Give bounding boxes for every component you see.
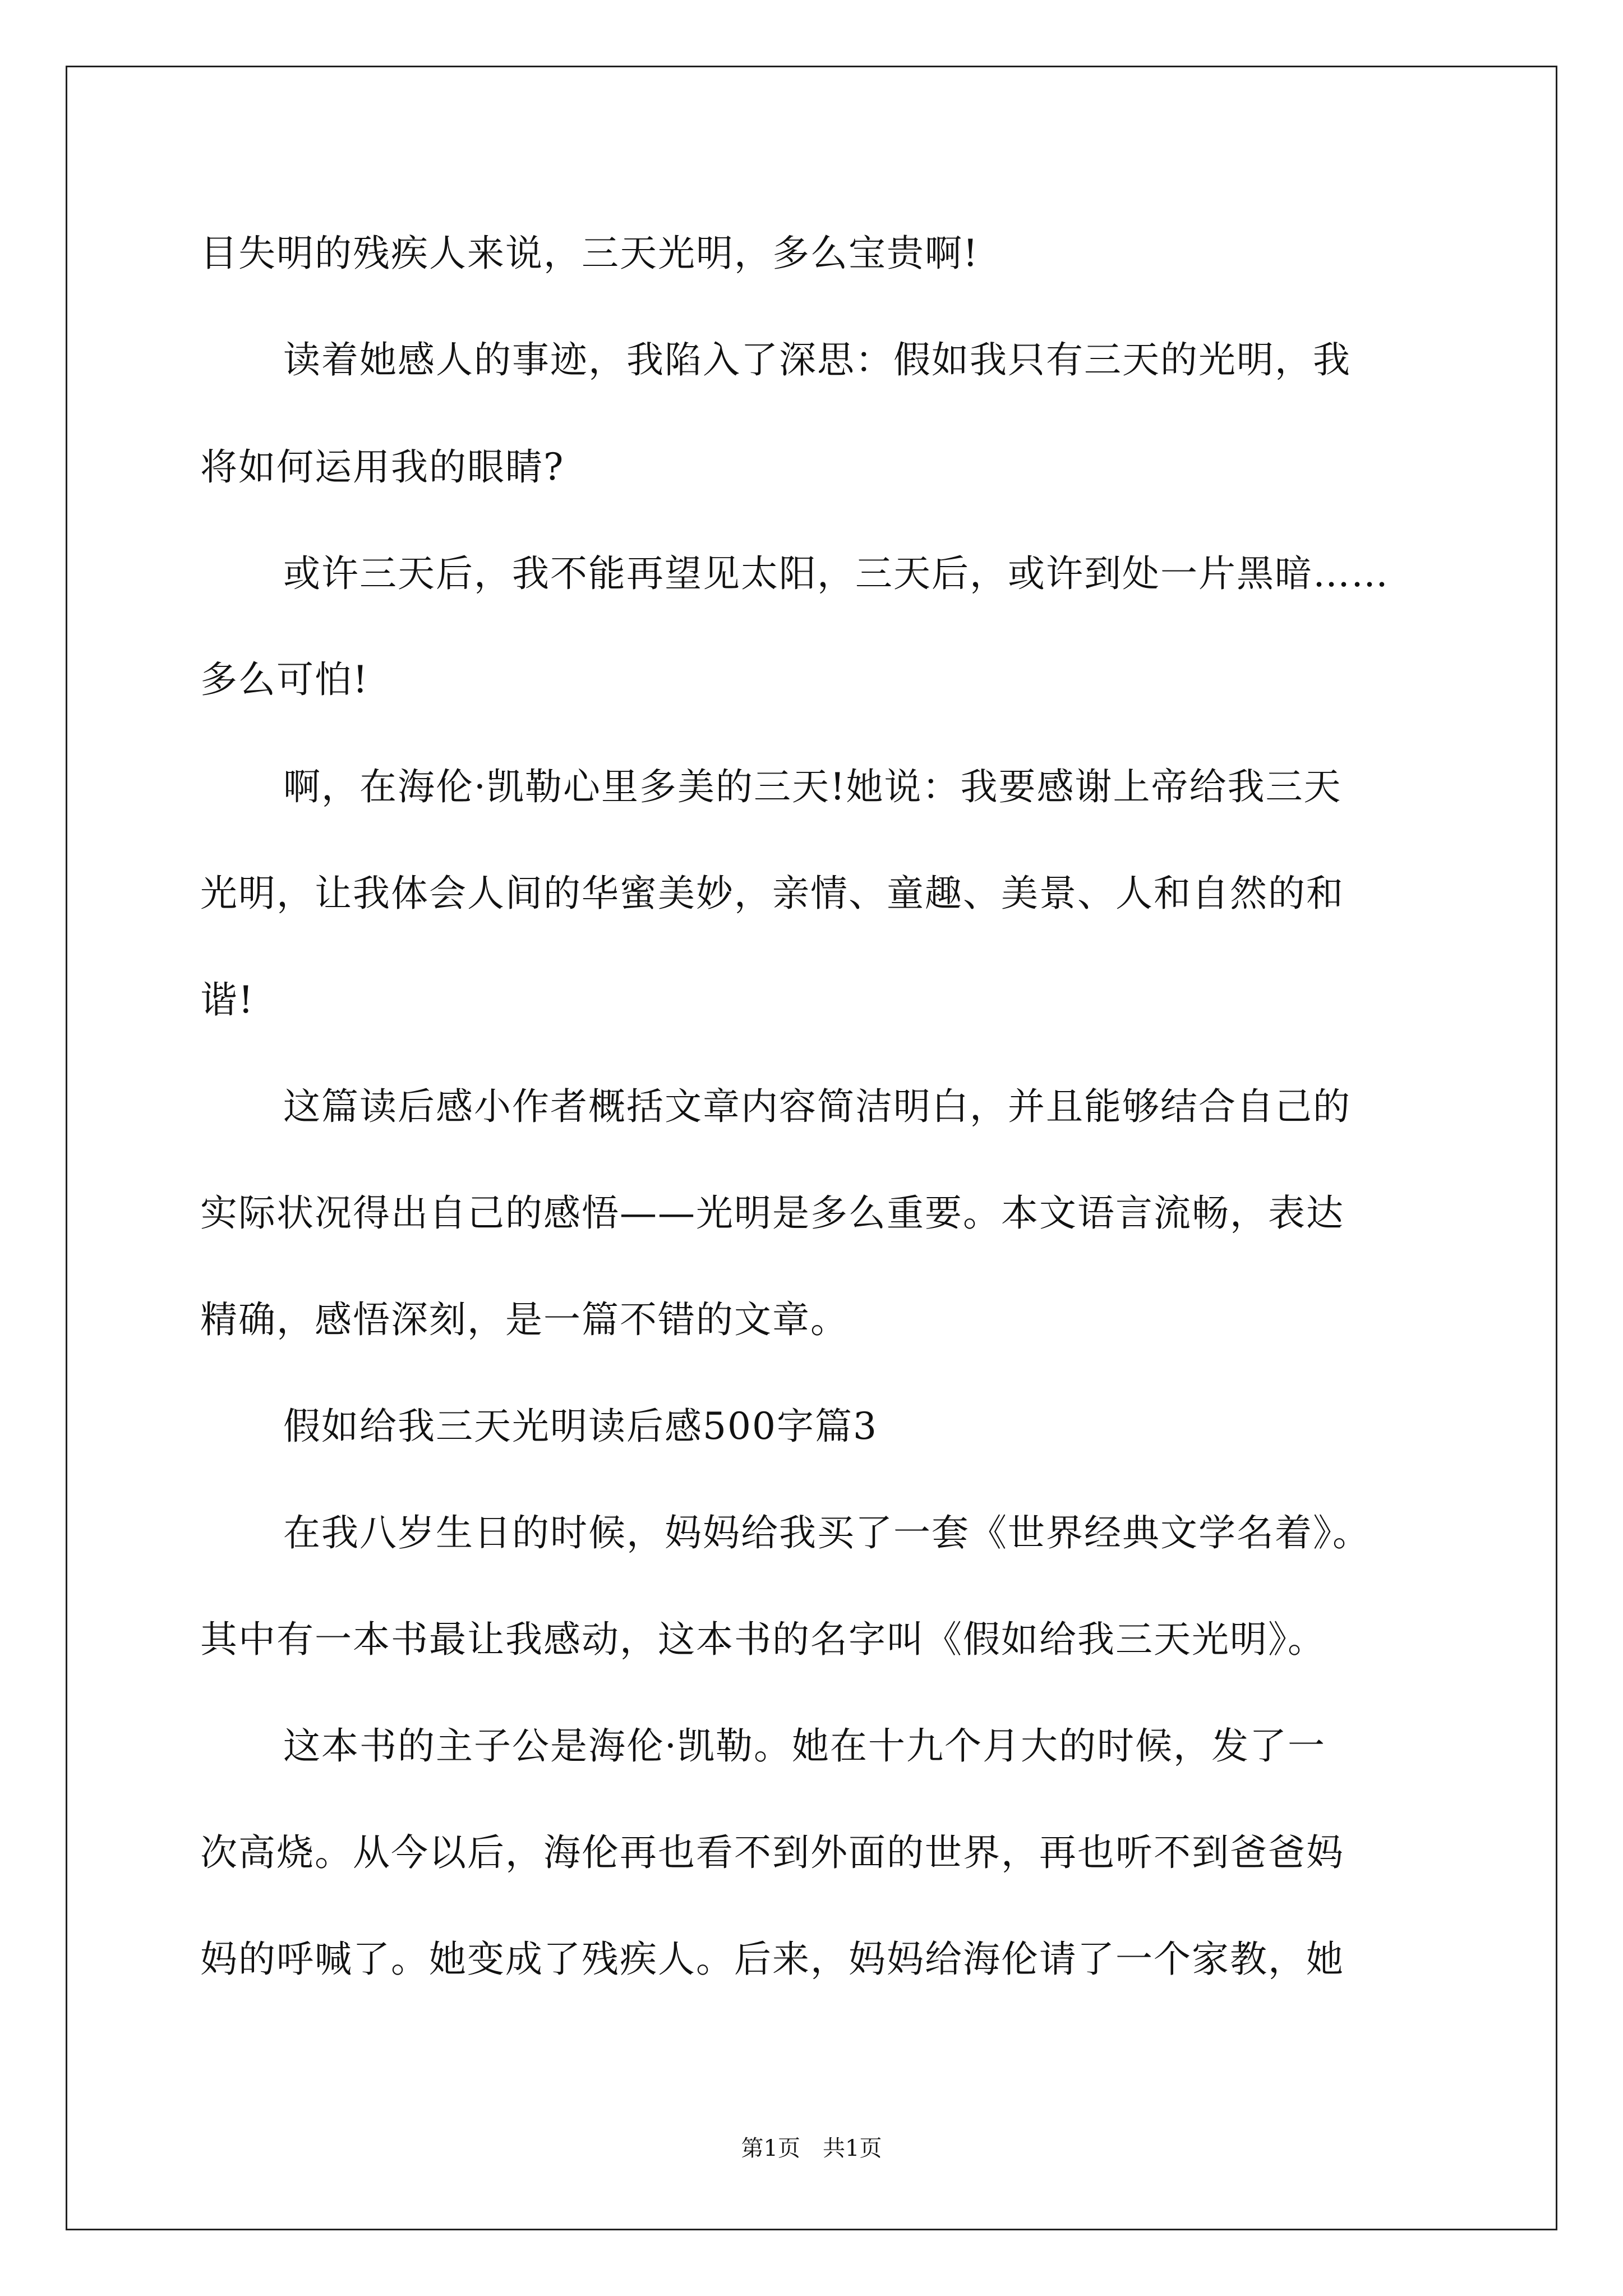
page-border <box>66 66 1557 2230</box>
text-line: 妈的呼喊了。她变成了残疾人。后来，妈妈给海伦请了一个家教，她 <box>200 1938 1344 1981</box>
paragraph-start: 或许三天后，我不能再望见太阳，三天后，或许到处一片黑暗…… <box>283 552 1389 595</box>
text-line: 谐! <box>200 978 255 1022</box>
text-line: 其中有一本书最让我感动，这本书的名字叫《假如给我三天光明》。 <box>200 1618 1326 1661</box>
text-line: 将如何运用我的眼睛? <box>200 445 565 489</box>
text-line: 次高烧。从今以后，海伦再也看不到外面的世界，再也听不到爸爸妈 <box>200 1831 1344 1874</box>
text-line: 光明，让我体会人间的华蜜美妙，亲情、童趣、美景、人和自然的和 <box>200 872 1344 915</box>
section-heading: 假如给我三天光明读后感500字篇3 <box>283 1405 878 1448</box>
text-line: 精确，感悟深刻，是一篇不错的文章。 <box>200 1298 849 1341</box>
paragraph-start: 在我八岁生日的时候，妈妈给我买了一套《世界经典文学名着》。 <box>283 1511 1371 1554</box>
text-line: 实际状况得出自己的感悟——光明是多么重要。本文语言流畅，表达 <box>200 1191 1344 1235</box>
paragraph-start: 读着她感人的事迹，我陷入了深思：假如我只有三天的光明，我 <box>283 338 1351 381</box>
paragraph-start: 啊，在海伦·凯勒心里多美的三天!她说：我要感谢上帝给我三天 <box>283 765 1342 808</box>
page-number-footer: 第1页 共1页 <box>741 2136 882 2161</box>
text-line: 目失明的残疾人来说，三天光明，多么宝贵啊! <box>200 232 979 275</box>
text-line: 多么可怕! <box>200 658 369 701</box>
paragraph-start: 这篇读后感小作者概括文章内容简洁明白，并且能够结合自己的 <box>283 1085 1351 1128</box>
paragraph-start: 这本书的主子公是海伦·凯勒。她在十九个月大的时候，发了一 <box>283 1724 1326 1768</box>
